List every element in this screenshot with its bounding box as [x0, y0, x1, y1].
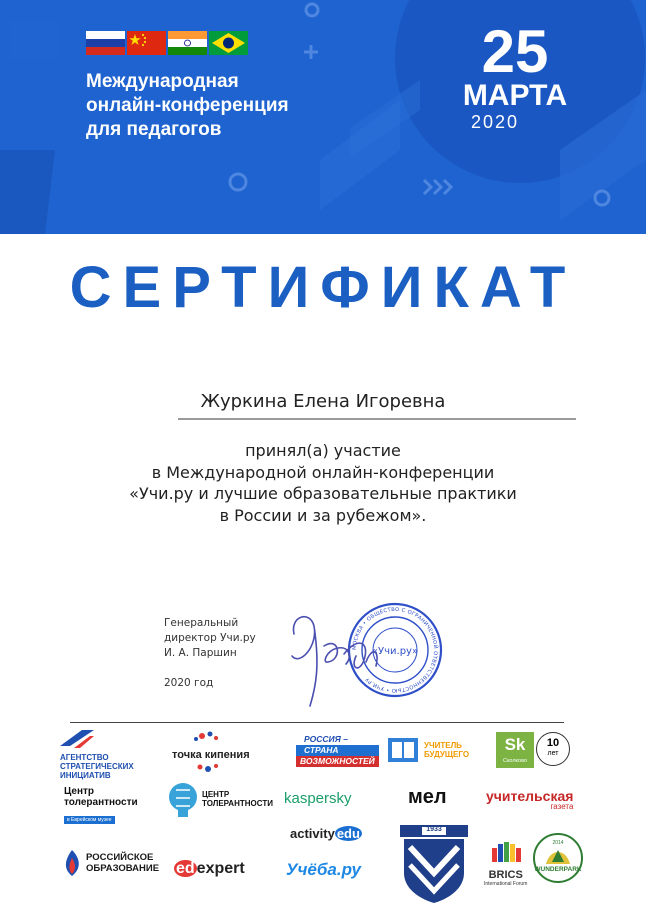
india-flag-icon — [168, 31, 207, 55]
tolerance2-text: ТОЛЕРАНТНОСТИ — [202, 799, 273, 808]
tochka-dots-bottom-icon — [172, 761, 242, 775]
wunderpark-year: 2014 — [552, 840, 564, 846]
rossiya-text: ВОЗМОЖНОСТЕЙ — [296, 756, 379, 767]
tochka-dots-icon — [172, 730, 242, 744]
edexpert-logo — [174, 860, 245, 878]
ucheba-ru-logo: Учёба.ру — [286, 860, 361, 879]
edexpert-rest: expert — [196, 860, 245, 877]
activity-edu-suffix: edu — [336, 826, 360, 841]
uchitelskaya-gazeta-logo — [486, 789, 573, 811]
conference-title — [86, 70, 346, 142]
skolkovo-years: 10 — [546, 737, 560, 749]
name-underline — [178, 418, 576, 420]
gazeta-title: учительская — [486, 788, 574, 804]
activity-edu-logo — [290, 826, 362, 841]
conference-title-line: для педагогов — [86, 119, 222, 140]
signatory-position: Генеральный — [164, 617, 239, 629]
puzzle-head-icon — [168, 780, 198, 818]
participation-text — [0, 440, 646, 526]
stamp-ring-text: МОСКВА • ОБЩЕСТВО С ОГРАНИЧЕННОЙ ОТВЕТСТВЕННОСТЬЮ • УЧИ.РУ — [351, 606, 439, 694]
university-year: 1933 — [426, 826, 442, 833]
date-day: 25 — [481, 18, 549, 85]
university-shield-icon — [398, 823, 470, 905]
wunderpark-logo — [532, 832, 584, 889]
uchitel-text: УЧИТЕЛЬ — [424, 741, 462, 750]
skolkovo-logo — [496, 732, 570, 768]
asi-text: СТРАТЕГИЧЕСКИХ — [60, 762, 134, 771]
kaspersky-logo: kaspersky — [284, 790, 352, 807]
wunderpark-name: WUNDERPARK — [534, 866, 582, 873]
rossiya-text: СТРАНА — [296, 745, 379, 756]
rossiya-strana-vozmozhnostey-logo — [296, 734, 379, 767]
asi-logo — [60, 728, 134, 780]
tolerance2-text: ЦЕНТР — [202, 790, 230, 799]
uchitel-budushchego-logo — [386, 736, 469, 764]
signatory-block — [164, 616, 256, 661]
flame-icon — [60, 848, 84, 878]
ro-text: ОБРАЗОВАНИЕ — [86, 863, 160, 874]
tolerance-center-logo — [168, 780, 273, 818]
skolkovo-years-label: лет — [547, 750, 559, 757]
signatory-position: директор Учи.ру — [164, 632, 256, 644]
edexpert-ed: ed — [176, 860, 195, 877]
rossiya-text: РОССИЯ – — [304, 734, 348, 744]
tolerance-text: Центр — [64, 786, 95, 797]
asi-arrow-icon — [60, 728, 94, 750]
header-banner — [0, 0, 646, 234]
tolerance-text: толерантности — [64, 797, 138, 808]
participation-line: в Международной онлайн-конференции — [151, 462, 495, 482]
country-flags — [86, 31, 248, 55]
brics-name: BRICS — [488, 869, 523, 881]
participation-line: принял(а) участие — [245, 441, 401, 460]
tochka-kipeniya-logo — [172, 730, 250, 780]
ro-text: РОССИЙСКОЕ — [86, 852, 154, 863]
signatory-name: И. А. Паршин — [164, 647, 237, 659]
recipient-name: Журкина Елена Игоревна — [200, 391, 446, 412]
university-crest-logo — [398, 823, 470, 910]
brics-sub: International Forum — [484, 881, 528, 887]
conference-title-line: Международная — [86, 71, 239, 92]
signature-year: 2020 год — [164, 677, 214, 689]
uchitel-text: БУДУЩЕГО — [424, 750, 470, 759]
asi-text: АГЕНТСТВО — [60, 753, 109, 762]
brics-forum-logo — [484, 838, 527, 887]
date-month: МАРТА — [462, 79, 568, 112]
russian-education-logo — [60, 848, 159, 878]
mel-logo: мел — [408, 786, 447, 808]
participation-line: «Учи.ру и лучшие образовательные практики — [129, 484, 517, 503]
china-flag-icon — [127, 31, 166, 55]
tochka-text: точка кипения — [172, 749, 250, 761]
handwritten-signature — [280, 606, 400, 716]
tolerance-subtext: в Еврейском музее — [64, 816, 115, 824]
book-icon — [386, 736, 420, 764]
brazil-flag-icon — [209, 31, 248, 55]
participation-line: в России и за рубежом». — [219, 505, 427, 525]
activity-text: activity — [290, 826, 335, 841]
skolkovo-name: Сколково — [502, 758, 528, 764]
skolkovo-mark: Sk — [504, 735, 526, 754]
logos-separator — [70, 722, 564, 723]
tolerance-center-jewish-museum-logo — [64, 786, 138, 826]
stamp-center-text: «Учи.ру» — [371, 646, 419, 657]
conference-title-line: онлайн-конференция — [86, 95, 289, 116]
date-year: 2020 — [470, 112, 520, 132]
asi-text: ИНИЦИАТИВ — [60, 771, 111, 780]
certificate-title: СЕРТИФИКАТ — [69, 255, 577, 320]
gazeta-subtitle: газета — [550, 802, 574, 811]
brics-hands-icon — [490, 838, 522, 864]
russia-flag-icon — [86, 31, 125, 55]
